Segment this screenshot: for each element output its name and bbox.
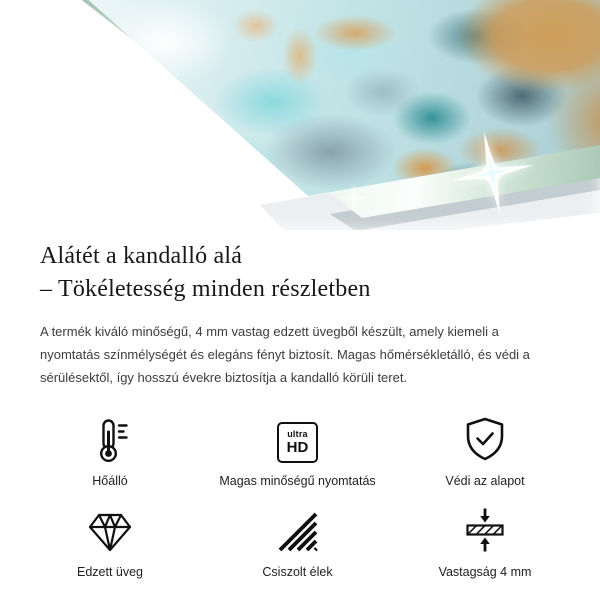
shield-check-icon — [461, 414, 509, 463]
title-line2: – Tökéletesség minden részletben — [40, 276, 371, 302]
polished-edges-icon — [274, 505, 322, 554]
feature-label: Vastagság 4 mm — [438, 565, 532, 579]
thickness-arrows-icon — [461, 505, 509, 554]
feature-tempered-glass — [30, 505, 190, 579]
feature-high-quality-print — [218, 414, 378, 488]
feature-row-1 — [30, 414, 565, 488]
feature-row-2 — [30, 505, 565, 579]
thermometer-icon — [88, 414, 132, 463]
feature-polished-edges — [218, 505, 378, 579]
title-line1: Alátét a kandalló alá — [40, 243, 243, 269]
feature-label: Csiszolt élek — [262, 565, 333, 579]
diamond-icon — [86, 505, 134, 554]
ultra-hd-text-bottom: HD — [286, 439, 309, 456]
page-title — [40, 240, 560, 306]
small-sparkle-icon — [340, 184, 368, 212]
product-photo — [0, 0, 600, 230]
feature-label: Hőálló — [92, 474, 128, 488]
ultra-hd-text-top: ultra — [287, 429, 308, 439]
ultra-hd-icon — [277, 414, 318, 463]
feature-thickness — [405, 505, 565, 579]
sparkle-flare-icon — [447, 128, 537, 218]
feature-label: Védi az alapot — [445, 474, 525, 488]
feature-label: Edzett üveg — [76, 565, 143, 579]
feature-label: Magas minőségű nyomtatás — [219, 474, 376, 488]
feature-grid — [30, 414, 565, 579]
feature-protects-base — [405, 414, 565, 488]
feature-heat-resistant — [30, 414, 190, 488]
product-description: A termék kiváló minőségű, 4 mm vastag edzett üvegből készült, amely kiemeli a nyomtatás színmélységét és elegáns fényt biztosít. Magas hőmérsékletálló, és védi a sérülésektől, így hosszú évekre biztosítja a kandalló körüli teret. — [40, 324, 530, 385]
